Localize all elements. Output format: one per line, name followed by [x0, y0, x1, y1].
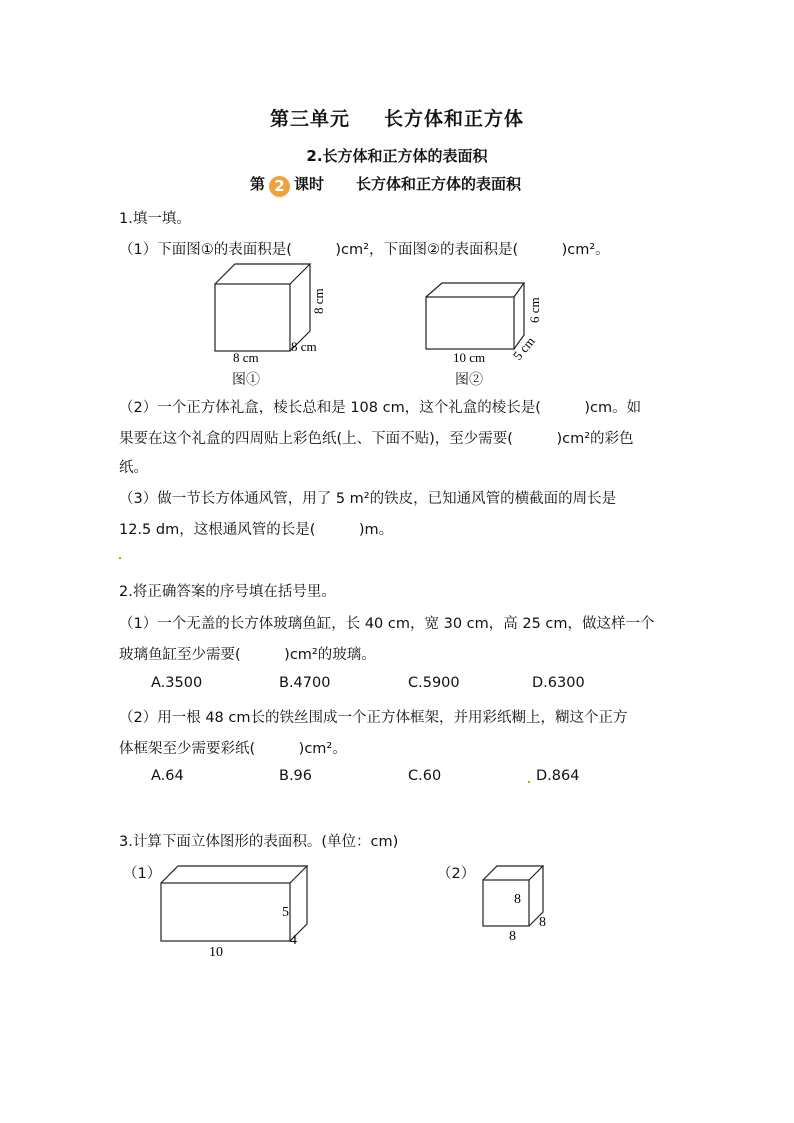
q3-fig2-label: （2）	[437, 866, 476, 882]
q3-title: 3.计算下面立体图形的表面积。(单位：cm)	[119, 834, 399, 850]
unit-heading	[0, 104, 794, 131]
q2-part1-line1: （1）一个无盖的长方体玻璃鱼缸，长 40 cm，宽 30 cm，高 25 cm，做这样一个	[119, 616, 655, 632]
q2-part1-option-a: A.3500	[151, 675, 203, 691]
q1-part2-line3: 纸。	[119, 460, 148, 476]
q1-part2-line2: 果要在这个礼盒的四周贴上彩色纸(上、下面不贴)，至少需要( )cm²的彩色	[119, 431, 634, 447]
fig2-bottom-label: 10 cm	[453, 350, 486, 365]
q1-title: 1.填一填。	[119, 211, 191, 227]
q2-part2-option-a: A.64	[151, 768, 184, 784]
fig1-caption: 图①	[232, 373, 260, 388]
stray-dot	[528, 781, 530, 783]
q2-part2-line1: （2）用一根 48 cm长的铁丝围成一个正方体框架，并用彩纸糊上，糊这个正方	[119, 710, 628, 726]
figure-2-cuboid	[418, 275, 548, 368]
unit-subject: 长方体和正方体	[384, 108, 525, 130]
fig1-depth-label: 8 cm	[291, 339, 317, 354]
q3-cuboid-front-face	[161, 883, 290, 941]
q3-cube-top-face	[483, 866, 543, 880]
q1-part2-line1: （2）一个正方体礼盒，棱长总和是 108 cm，这个礼盒的棱长是( )cm。如	[119, 400, 642, 416]
q2-part1-option-c: C.5900	[408, 675, 460, 691]
q3-figure-1-cuboid	[152, 858, 312, 963]
section-title: 2.长方体和正方体的表面积	[306, 147, 488, 165]
stray-dot	[119, 557, 121, 559]
q3-fig1-label: （1）	[123, 866, 162, 882]
q2-part2-option-b: B.96	[279, 768, 313, 784]
q3-figure-2-cube	[475, 858, 565, 943]
q2-title: 2.将正确答案的序号填在括号里。	[119, 584, 336, 600]
cube-front-face	[215, 284, 290, 351]
q2-part1-option-b: B.4700	[279, 675, 331, 691]
fig1-bottom-label: 8 cm	[233, 350, 259, 365]
q1-part1-text: （1）下面图①的表面积是( )cm²，下面图②的表面积是( )cm²。	[119, 242, 610, 258]
q1-part3-line2: 12.5 dm，这根通风管的长是( )m。	[119, 522, 394, 538]
q3-fig2-width-label: 8	[539, 915, 546, 930]
q3-cuboid-side-face	[290, 866, 307, 941]
lesson-title-row	[250, 173, 521, 197]
fig1-height-label: 8 cm	[311, 288, 326, 314]
cube-side-face	[290, 264, 310, 351]
lesson-suffix: 课时	[294, 175, 325, 193]
q2-part2-option-c: C.60	[408, 768, 442, 784]
q3-fig1-width-label: 4	[290, 933, 297, 948]
lesson-title: 长方体和正方体的表面积	[356, 175, 522, 193]
cuboid-front-face	[426, 297, 514, 349]
q3-fig2-length-label: 8	[509, 929, 516, 943]
q2-part1-line2: 玻璃鱼缸至少需要( )cm²的玻璃。	[119, 647, 376, 663]
q3-cube-front-face	[483, 880, 529, 926]
q3-fig2-height-label: 8	[514, 892, 521, 907]
cube-top-face	[215, 264, 310, 284]
q2-part2-line2: 体框架至少需要彩纸( )cm²。	[119, 741, 347, 757]
q2-part1-option-d: D.6300	[532, 675, 585, 691]
fig2-depth-label: 5 cm	[509, 333, 538, 363]
q3-fig1-length-label: 10	[209, 945, 223, 960]
unit-title: 第三单元	[269, 108, 350, 130]
figure-1-cube	[205, 258, 330, 368]
fig2-caption: 图②	[455, 373, 483, 388]
lesson-number-badge: 2	[269, 176, 290, 197]
fig2-height-label: 6 cm	[527, 297, 542, 323]
q2-part2-option-d: D.864	[536, 768, 580, 784]
q3-fig1-height-label: 5	[282, 905, 289, 920]
lesson-prefix: 第	[250, 175, 266, 193]
q3-cuboid-top-face	[161, 866, 307, 883]
cuboid-top-face	[426, 283, 524, 297]
q1-part3-line1: （3）做一节长方体通风管，用了 5 m²的铁皮，已知通风管的横截面的周长是	[119, 491, 617, 507]
